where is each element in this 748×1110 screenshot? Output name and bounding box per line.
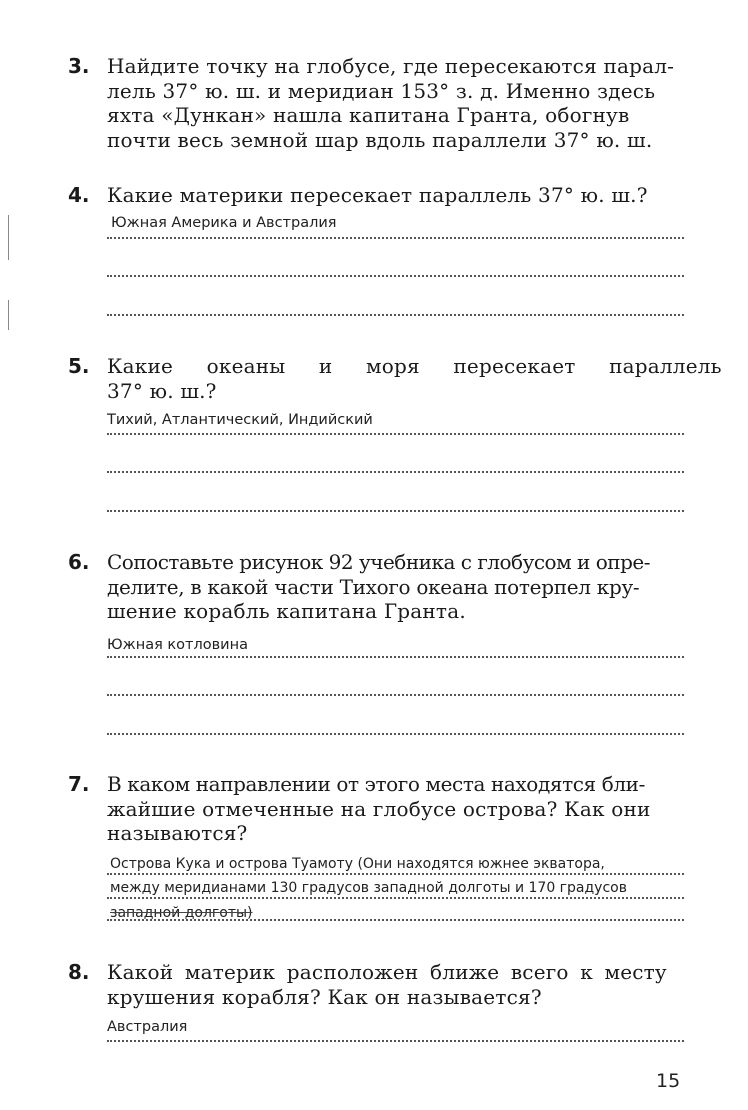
question-line: делите, в какой части Тихого океана потерпел кру- — [107, 574, 640, 599]
question-6 — [68, 550, 684, 624]
margin-line — [8, 300, 9, 330]
answer-line — [107, 656, 684, 658]
answer-text: между меридианами 130 градусов западной долготы и 170 градусов — [110, 880, 627, 896]
answer-text: Южная котловина — [107, 637, 248, 653]
answer-line — [107, 873, 684, 875]
question-text — [107, 772, 684, 846]
question-line: В каком направлении от этого места находятся бли- — [107, 772, 645, 796]
answer-text: Тихий, Атлантический, Индийский — [107, 412, 373, 428]
question-8 — [68, 960, 684, 1009]
question-number: 3. — [68, 54, 90, 78]
question-line: Какие материки пересекает параллель 37° ю. ш.? — [107, 183, 648, 207]
question-text — [107, 354, 722, 403]
question-number: 7. — [68, 772, 90, 796]
answer-line — [107, 694, 684, 696]
question-line: Сопоставьте рисунок 92 учебника с глобусом и опре- — [107, 550, 650, 574]
question-line: шение корабль капитана Гранта. — [107, 599, 466, 623]
question-line: жайшие отмеченные на глобусе острова? Как они — [107, 796, 651, 821]
answer-line — [107, 471, 684, 473]
question-5 — [68, 354, 722, 403]
margin-line — [8, 215, 9, 260]
answer-text: Южная Америка и Австралия — [111, 215, 337, 231]
question-text — [107, 54, 684, 152]
question-line: яхта «Дункан» нашла капитана Гранта, обогнув — [107, 103, 630, 127]
answer-line — [107, 510, 684, 512]
question-number: 4. — [68, 183, 90, 207]
answer-line — [107, 433, 684, 435]
question-text — [107, 960, 684, 1009]
answer-line — [107, 314, 684, 316]
question-4 — [68, 183, 684, 208]
question-line: 37° ю. ш.? — [107, 378, 217, 403]
answer-text: Австралия — [107, 1019, 188, 1035]
question-line: лель 37° ю. ш. и меридиан 153° з. д. Именно здесь — [107, 78, 656, 103]
question-number: 5. — [68, 354, 90, 378]
question-line: почти весь земной шар вдоль параллели 37° ю. ш. — [107, 127, 653, 152]
answer-text: западной долготы) — [110, 905, 253, 921]
answer-line — [107, 237, 684, 239]
question-3 — [68, 54, 684, 152]
answer-line — [107, 1040, 684, 1042]
answer-line — [107, 919, 684, 921]
page-number: 15 — [656, 1070, 681, 1092]
question-text — [107, 550, 684, 624]
answer-line — [107, 733, 684, 735]
question-text — [107, 183, 684, 208]
answer-line — [107, 897, 684, 899]
answer-text: Острова Кука и острова Туамоту (Они находятся южнее экватора, — [110, 856, 605, 872]
question-line: Какие океаны и моря пересекает параллель — [107, 354, 722, 378]
question-7 — [68, 772, 684, 846]
question-line: называются? — [107, 821, 248, 845]
question-number: 6. — [68, 550, 90, 574]
question-line: Найдите точку на глобусе, где пересекаются парал- — [107, 54, 675, 78]
question-line: крушения корабля? Как он называется? — [107, 984, 542, 1009]
question-number: 8. — [68, 960, 90, 984]
question-line: Какой материк расположен ближе всего к месту — [107, 960, 667, 984]
answer-line — [107, 275, 684, 277]
